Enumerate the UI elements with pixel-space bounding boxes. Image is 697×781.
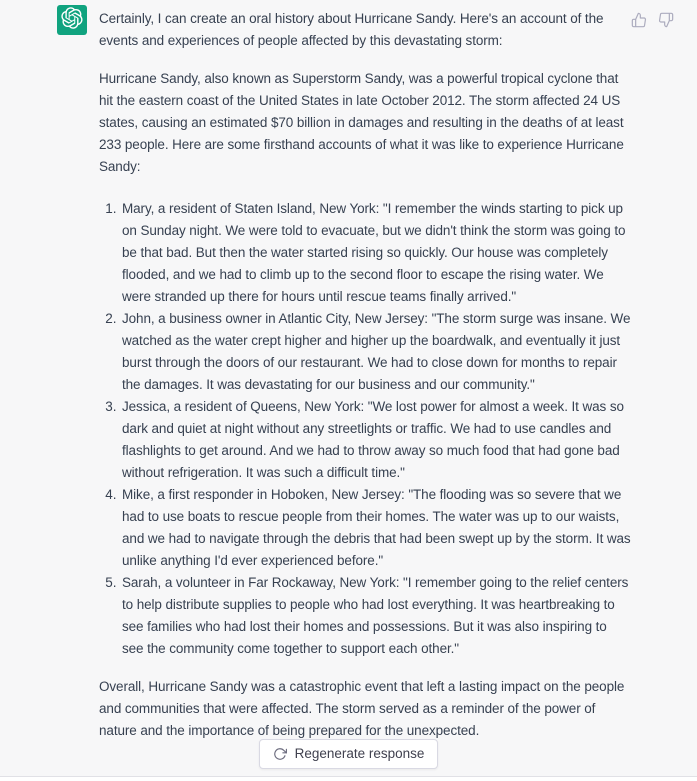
accounts-list (99, 198, 631, 660)
thumbs-up-button[interactable] (631, 11, 648, 28)
assistant-avatar (57, 5, 87, 35)
account-item: 3. Jessica, a resident of Queens, New York: "We lost power for almost a week. It was so dark and quiet at night without any streetlights or traffic. We had to use candles and flashlights to get around. And we had to throw away so much food that had gone bad without refrigeration. It was such a difficult time." (120, 396, 631, 484)
regenerate-label: Regenerate response (294, 746, 425, 761)
openai-logo-icon (61, 7, 83, 34)
conclusion-paragraph: Overall, Hurricane Sandy was a catastrophic event that left a lasting impact on the people and communities that were affected. The storm served as a reminder of the power of nature and the importance of being prepared for the unexpected. (99, 679, 625, 738)
regenerate-row (0, 739, 697, 769)
regenerate-button[interactable] (259, 739, 439, 769)
thumbs-down-icon (658, 12, 675, 28)
account-item: 5. Sarah, a volunteer in Far Rockaway, New York: "I remember going to the relief centers to help distribute supplies to people who had lost everything. It was heartbreaking to see families who had lost their homes and possessions. But it was also inspiring to see the community come together to support each other." (120, 572, 631, 660)
intro-paragraph: Certainly, I can create an oral history about Hurricane Sandy. Here's an account of the events and experiences of people affected by this devastating storm: (99, 11, 604, 48)
thumbs-up-icon (631, 12, 648, 28)
message-content (99, 5, 631, 742)
account-item: 1. Mary, a resident of Staten Island, New York: "I remember the winds starting to pick up on Sunday night. We were told to evacuate, but we didn't think the storm was going to be that bad. But then the water started rising so quickly. Our house was completely flooded, and we had to climb up to the second floor to escape the rising water. We were stranded up there for hours until rescue teams finally arrived." (120, 198, 631, 308)
refresh-icon (273, 747, 287, 761)
background-paragraph: Hurricane Sandy, also known as Superstorm Sandy, was a powerful tropical cyclone that hit the eastern coast of the United States in late October 2012. The storm affected 24 US states, causing an estimated $70 billion in damages and resulting in the deaths of at least 233 people. Here are some firsthand accounts of what it was like to experience Hurricane Sandy: (99, 71, 624, 174)
feedback-controls (631, 5, 675, 28)
thumbs-down-button[interactable] (658, 11, 675, 28)
bottom-divider (0, 777, 697, 781)
account-item: 4. Mike, a first responder in Hoboken, New Jersey: "The flooding was so severe that we had to use boats to rescue people from their homes. The water was up to our waists, and we had to navigate through the debris that had been swept up by the storm. It was unlike anything I'd ever experienced before." (120, 484, 631, 572)
account-item: 2. John, a business owner in Atlantic City, New Jersey: "The storm surge was insane. We watched as the water crept higher and higher up the boardwalk, and eventually it just burst through the doors of our restaurant. We had to close down for months to repair the damages. It was devastating for our business and our community." (120, 308, 631, 396)
